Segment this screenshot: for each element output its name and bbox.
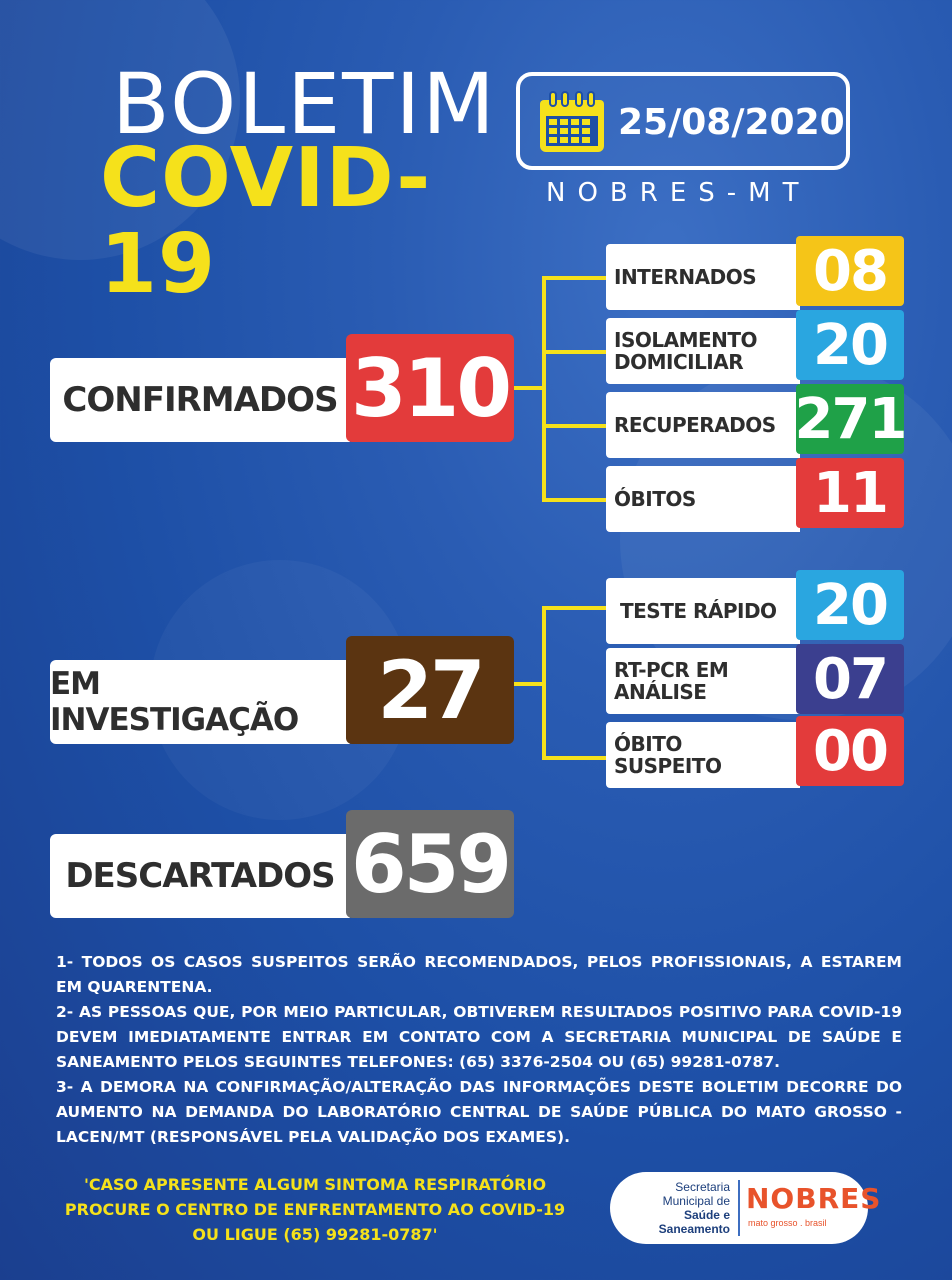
title-covid: COVID-19 [100, 131, 432, 312]
sub-label-isolamento: ISOLAMENTO DOMICILIAR [606, 318, 800, 384]
connector-line [542, 276, 546, 502]
sub-value-obito-suspeito: 00 [796, 716, 904, 786]
secretaria-logo [610, 1172, 882, 1244]
notes-block [56, 950, 902, 1150]
connector-line [542, 756, 608, 760]
title-boletim: BOLETIM [112, 55, 497, 153]
confirmados-value: 310 [346, 334, 514, 442]
bulletin-date: 25/08/2020 [618, 102, 845, 143]
connector-line [542, 606, 608, 610]
nobres-logo-sub: mato grosso . brasil [748, 1218, 827, 1228]
sub-label-rt-pcr: RT-PCR EM ANÁLISE [606, 648, 800, 714]
nobres-logo-name: NOBRES [746, 1182, 882, 1215]
sub-value-recuperados: 271 [796, 384, 904, 454]
logo-divider [738, 1180, 740, 1236]
sub-label-recuperados: RECUPERADOS [606, 392, 800, 458]
sub-label-teste-rapido: TESTE RÁPIDO [606, 578, 800, 644]
connector-line [512, 386, 546, 390]
note-item: 3- A DEMORA NA CONFIRMAÇÃO/ALTERAÇÃO DAS INFORMAÇÕES DESTE BOLETIM DECORRE DO AUMENTO NA DEMANDA DO LABORATÓRIO CENTRAL DE SAÚDE PÚBLICA DO MATO GROSSO - LACEN/MT (RESPONSÁVEL PELA VALIDAÇÃO DOS EXAMES). [56, 1078, 902, 1146]
connector-line [542, 606, 546, 760]
sub-label-obito-suspeito: ÓBITO SUSPEITO [606, 722, 800, 788]
city-label: NOBRES-MT [546, 178, 811, 208]
connector-line [542, 424, 608, 428]
sub-value-obitos: 11 [796, 458, 904, 528]
sub-value-isolamento: 20 [796, 310, 904, 380]
descartados-label: DESCARTADOS [50, 834, 350, 918]
investigacao-label: EM INVESTIGAÇÃO [50, 660, 350, 744]
callout-message: 'CASO APRESENTE ALGUM SINTOMA RESPIRATÓRIO PROCURE O CENTRO DE ENFRENTAMENTO AO COVID-19 OU LIGUE (65) 99281-0787' [64, 1175, 566, 1244]
sub-label-obitos: ÓBITOS [606, 466, 800, 532]
connector-line [542, 498, 608, 502]
connector-line [512, 682, 546, 686]
connector-line [542, 276, 608, 280]
date-box [516, 72, 850, 170]
connector-line [542, 350, 608, 354]
confirmados-label: CONFIRMADOS [50, 358, 350, 442]
note-item: 2- AS PESSOAS QUE, POR MEIO PARTICULAR, OBTIVEREM RESULTADOS POSITIVO PARA COVID-19 DEVEM IMEDIATAMENTE ENTRAR EM CONTATO COM A SECRETARIA MUNICIPAL DE SAÚDE E SANEAMENTO PELOS SEGUINTES TELEFONES: (65) 3376-2504 OU (65) 99281-0787. [56, 1003, 902, 1071]
descartados-value: 659 [346, 810, 514, 918]
note-item: 1- TODOS OS CASOS SUSPEITOS SERÃO RECOMENDADOS, PELOS PROFISSIONAIS, A ESTAREM EM QUARENTENA. [56, 953, 902, 996]
secretaria-text: Secretaria Municipal de Saúde e Saneamento [658, 1180, 730, 1236]
calendar-icon [538, 90, 606, 154]
sub-label-internados: INTERNADOS [606, 244, 800, 310]
sub-value-teste-rapido: 20 [796, 570, 904, 640]
investigacao-value: 27 [346, 636, 514, 744]
sub-value-internados: 08 [796, 236, 904, 306]
sub-value-rt-pcr: 07 [796, 644, 904, 714]
